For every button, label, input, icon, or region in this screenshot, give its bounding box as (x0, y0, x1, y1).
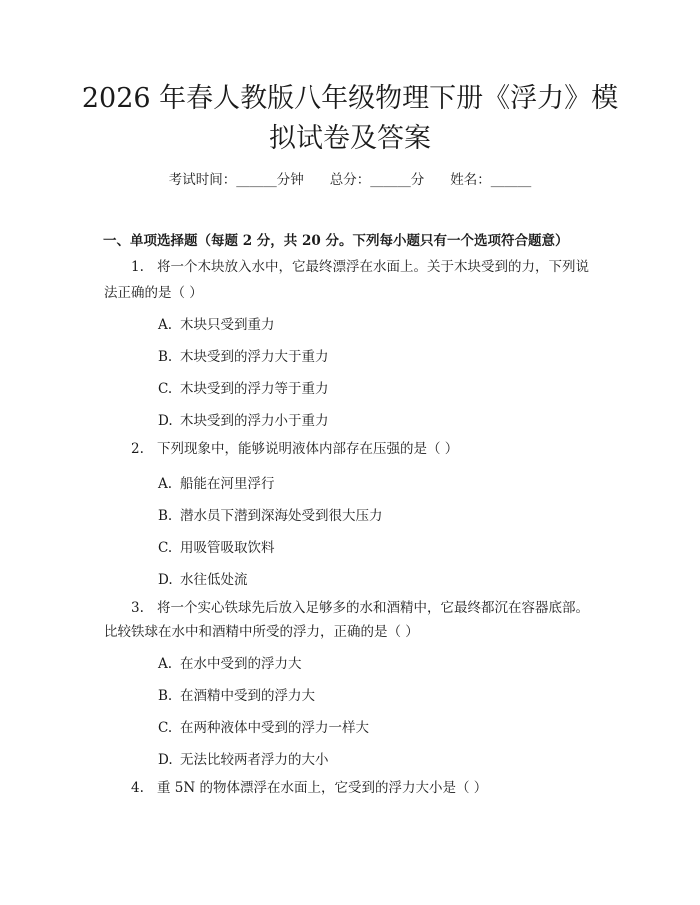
question-1-option-b: B. 木块受到的浮力大于重力 (158, 349, 329, 365)
question-1-stem-line-1: 1. 将一个木块放入水中，它最终漂浮在水面上。关于木块受到的力，下列说 (131, 255, 589, 280)
exam-meta (0, 168, 700, 188)
name-field: 姓名：______ (450, 172, 532, 188)
question-2-number: 2. (131, 441, 144, 457)
question-2-option-d: D. 水往低处流 (158, 572, 248, 588)
question-3-option-b: B. 在酒精中受到的浮力大 (158, 688, 315, 704)
question-2-stem: 2. 下列现象中，能够说明液体内部存在压强的是（ ） (131, 437, 458, 462)
question-3-number: 3. (131, 600, 144, 616)
question-1-stem-line-2: 法正确的是（ ） (104, 285, 203, 301)
question-1-option-d: D. 木块受到的浮力小于重力 (158, 413, 329, 429)
question-3-option-d: D. 无法比较两者浮力的大小 (158, 752, 329, 768)
question-3-stem-line-2: 比较铁球在水中和酒精中所受的浮力，正确的是（ ） (104, 624, 419, 640)
question-3-stem-line-1: 3. 将一个实心铁球先后放入足够多的水和酒精中，它最终都沉在容器底部。 (131, 596, 589, 621)
question-2-option-a: A. 船能在河里浮行 (158, 476, 275, 492)
total-score-field: 总分：______分 (329, 172, 425, 188)
question-1-option-c: C. 木块受到的浮力等于重力 (158, 381, 329, 397)
question-1-option-a: A. 木块只受到重力 (158, 317, 275, 333)
question-2-option-c: C. 用吸管吸取饮料 (158, 540, 275, 556)
question-2-option-b: B. 潜水员下潜到深海处受到很大压力 (158, 508, 383, 524)
exam-time-field: 考试时间：______分钟 (168, 172, 304, 188)
question-1-number: 1. (131, 259, 144, 275)
exam-title-line-2: 拟试卷及答案 (269, 123, 431, 154)
section-heading: 一、单项选择题（每题 2 分，共 20 分。下列每小题只有一个选项符合题意） (103, 233, 569, 249)
exam-title-line-1: 2026 年春人教版八年级物理下册《浮力》模 (81, 83, 619, 114)
question-3-option-c: C. 在两种液体中受到的浮力一样大 (158, 720, 369, 736)
question-4-number: 4. (131, 780, 144, 796)
question-3-option-a: A. 在水中受到的浮力大 (158, 656, 302, 672)
question-4-stem: 4. 重 5N 的物体漂浮在水面上，它受到的浮力大小是（ ） (131, 776, 487, 801)
